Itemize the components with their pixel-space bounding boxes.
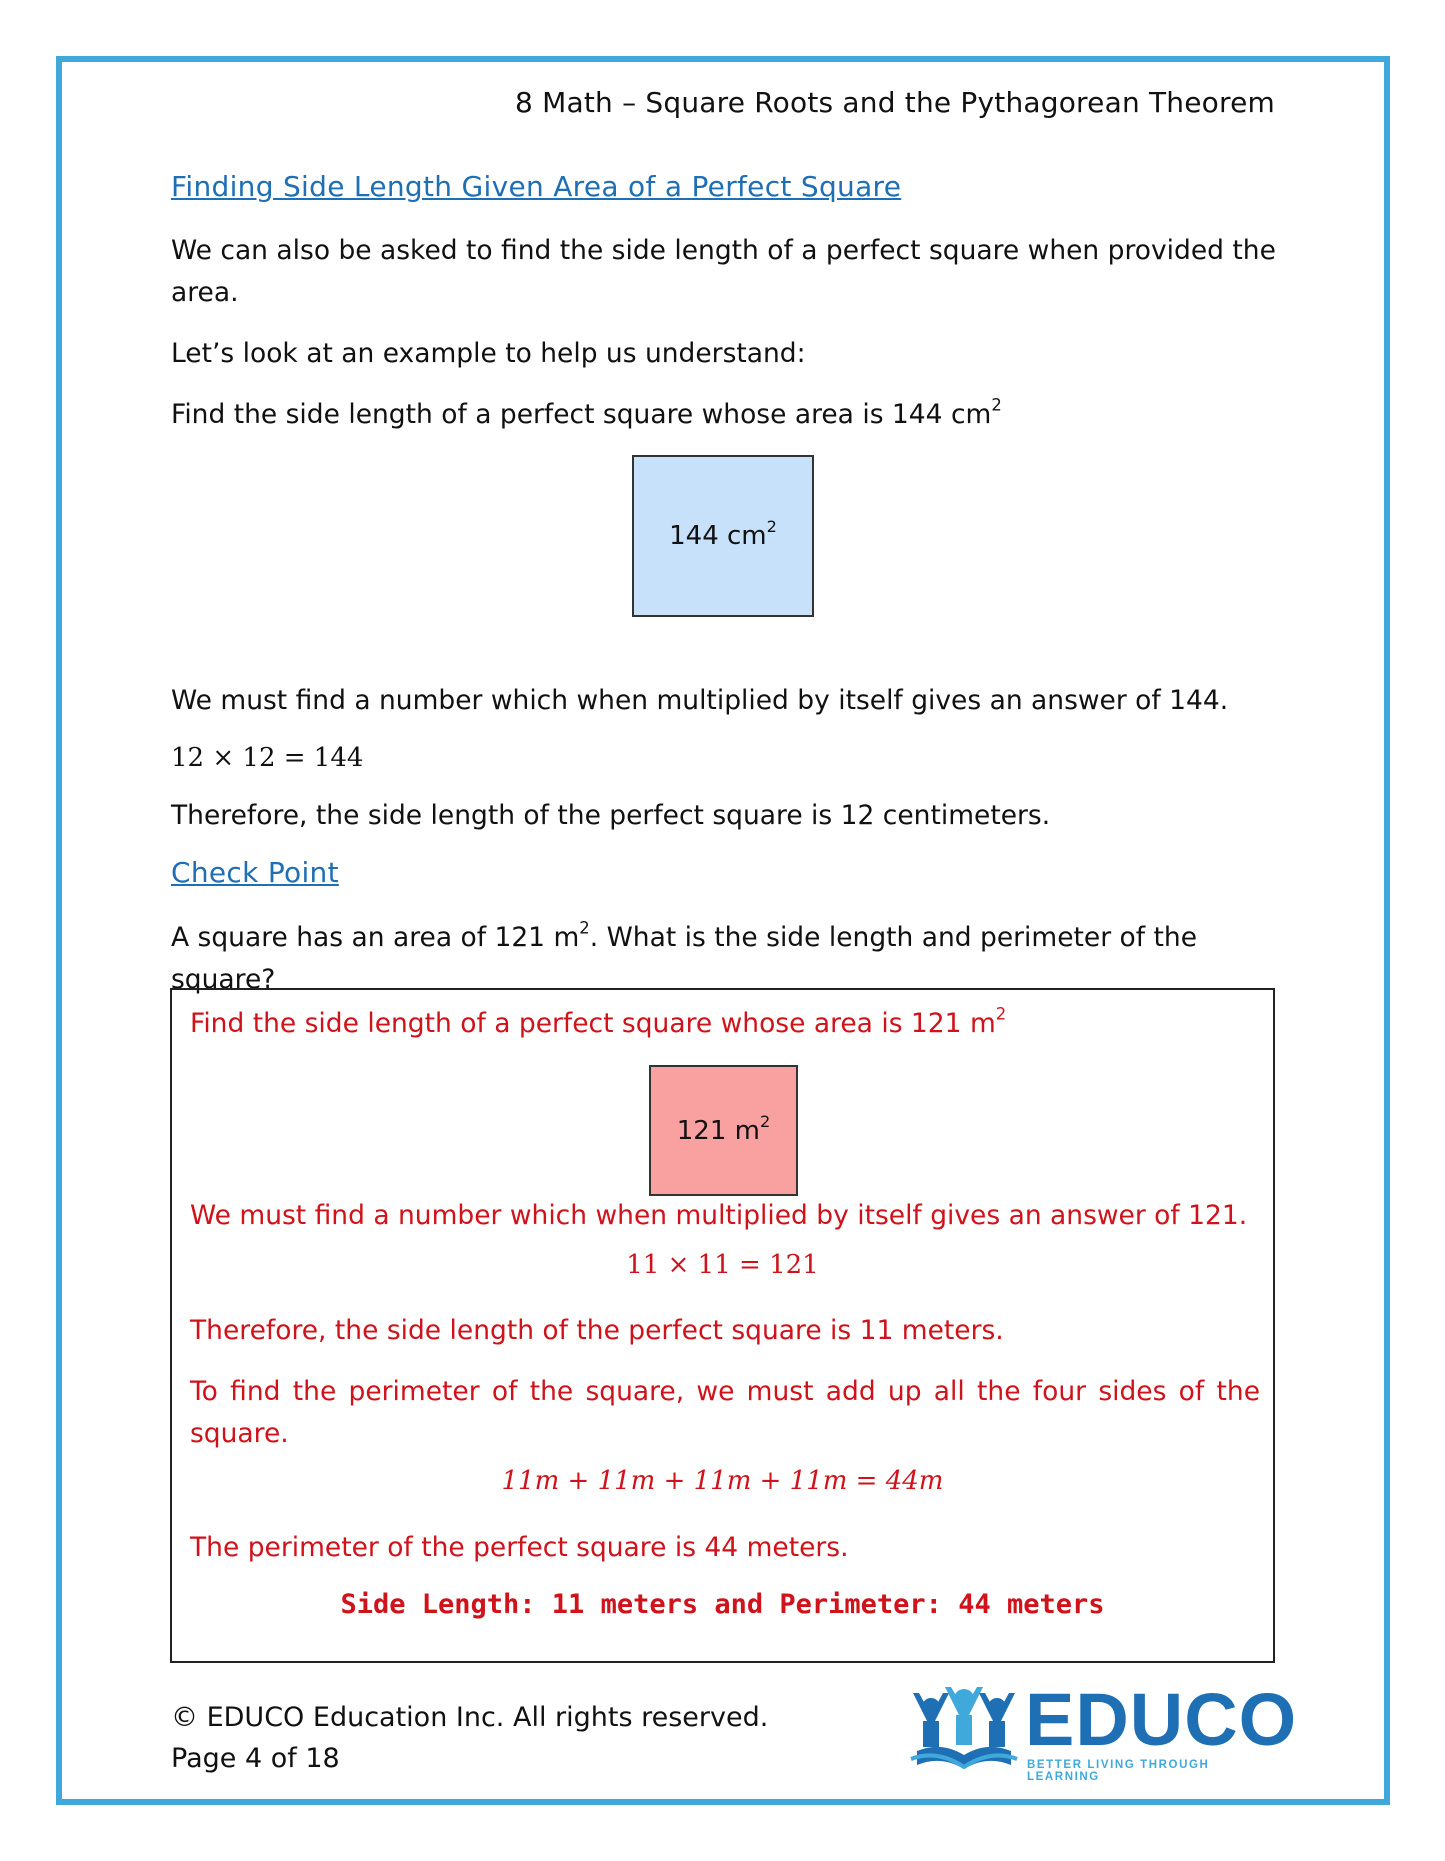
page-header: 8 Math – Square Roots and the Pythagorean Theorem	[515, 86, 1275, 119]
explain-text: We must find a number which when multiplied by itself gives an answer of 144.	[171, 685, 1229, 716]
checkpoint-heading[interactable]: Check Point	[171, 856, 339, 889]
logo-wordmark: EDUCO	[1025, 1678, 1298, 1761]
exponent: 2	[991, 395, 1002, 415]
perimeter-conclusion: The perimeter of the perfect square is 44 meters.	[190, 1532, 849, 1563]
page-number: Page 4 of 18	[171, 1743, 340, 1774]
blue-square-diagram	[632, 455, 814, 617]
perimeter-equation: 11m + 11m + 11m + 11m = 44m	[501, 1466, 944, 1496]
answer-question: Find the side length of a perfect square whose area is 121 $m^2$	[190, 1004, 1007, 1039]
conclusion-text: Therefore, the side length of the perfect square is 12 centimeters.	[171, 800, 1051, 831]
answer-equation: 11 × 11 = 121	[626, 1250, 819, 1280]
section-heading[interactable]: Finding Side Length Given Area of a Perfect Square	[171, 170, 902, 203]
example-question	[171, 394, 1276, 436]
answer-explain: We must find a number which when multiplied by itself gives an answer of 121.	[190, 1200, 1248, 1231]
red-square-diagram	[649, 1065, 798, 1196]
logo-tagline: BETTER LIVING THROUGH LEARNING	[1027, 1759, 1210, 1783]
answer-box	[170, 988, 1275, 1663]
answer-conclusion: Therefore, the side length of the perfect square is 11 meters.	[190, 1315, 1004, 1346]
square-area-label: 144 $cm^2$	[669, 516, 777, 551]
logo-people-book-icon	[905, 1685, 1023, 1785]
intro-text: We can also be asked to find the side length of a perfect square when provided the area.	[171, 235, 1276, 308]
final-answer: Side Length: 11 meters and Perimeter: 44 meters	[340, 1589, 1105, 1620]
educo-logo	[905, 1678, 1298, 1785]
square-area-label: 121 $m^2$	[676, 1111, 771, 1146]
example-question-text: Find the side length of a perfect square whose area is 144 cm	[171, 399, 992, 430]
perimeter-intro: To find the perimeter of the square, we must add up all the four sides of the square.	[190, 1376, 1260, 1449]
copyright-text: © EDUCO Education Inc. All rights reserved.	[171, 1702, 769, 1733]
equation: 12 × 12 = 144	[171, 743, 364, 773]
lead-text: Let’s look at an example to help us understand:	[171, 338, 806, 369]
checkpoint-question: A square has an area of 121 $m^2$. What is the side length and perimeter of the square?	[171, 918, 1197, 995]
